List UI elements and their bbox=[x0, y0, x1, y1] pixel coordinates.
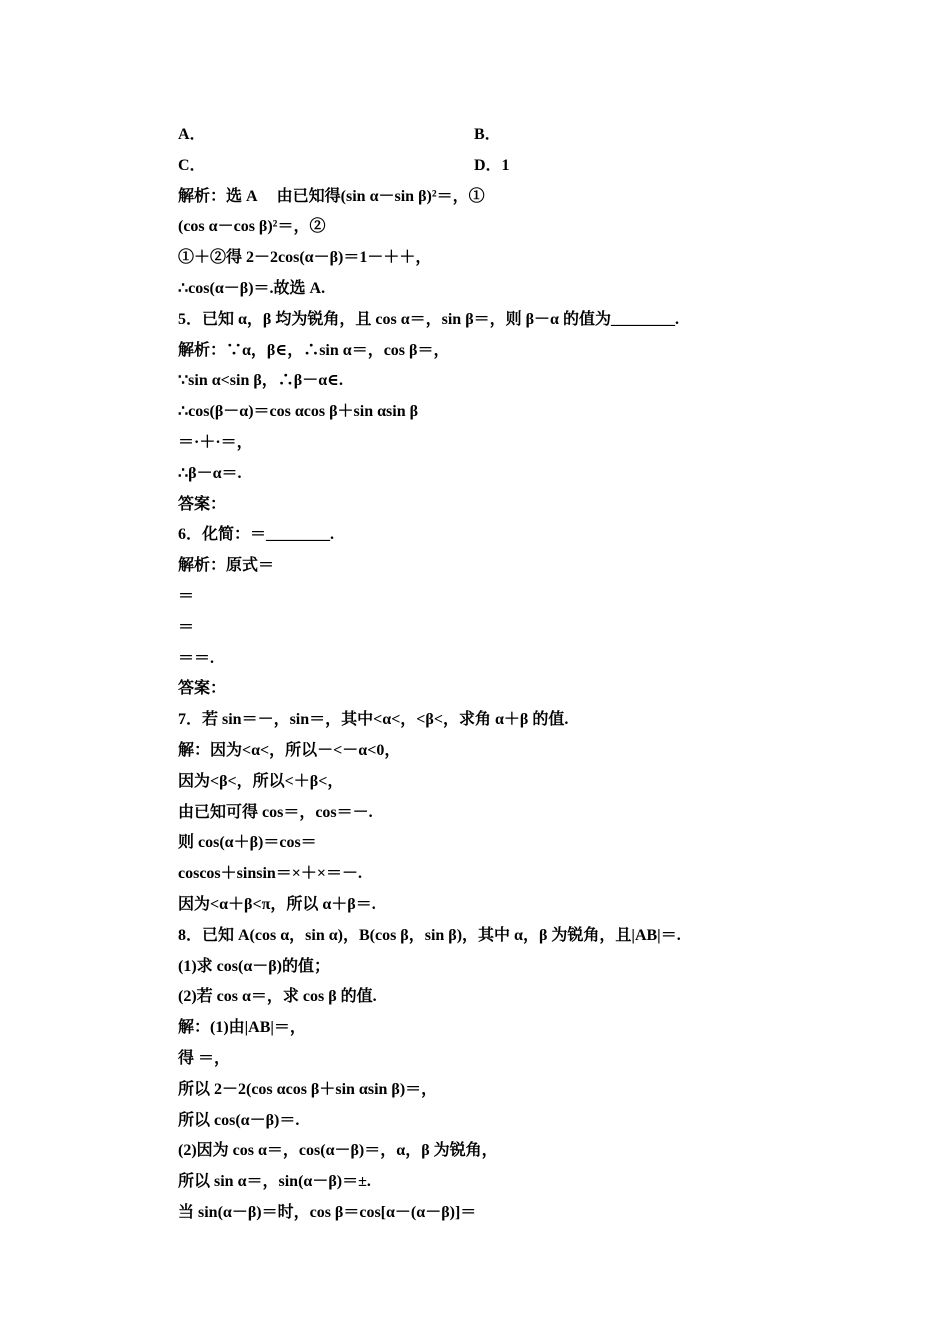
choice-c: C． bbox=[178, 156, 206, 174]
text-line: 所以 sin α＝，sin(α－β)＝±. bbox=[178, 1173, 371, 1191]
text-line: 解析：∵α，β∈，∴sin α＝，cos β＝， bbox=[178, 341, 450, 359]
text-line: 解析：原式＝ bbox=[178, 557, 275, 575]
text-line: 答案： bbox=[178, 680, 227, 698]
text-line: coscos＋sinsin＝×＋×＝－. bbox=[178, 865, 363, 883]
choice-d: D．1 bbox=[474, 156, 510, 174]
text-line: 答案： bbox=[178, 495, 227, 513]
text-line: 6．化简：＝________. bbox=[178, 526, 335, 544]
choice-row bbox=[178, 120, 818, 151]
document-page bbox=[178, 120, 818, 1229]
text-line: ＝·＋·＝， bbox=[178, 433, 253, 451]
text-line: 7．若 sin＝－，sin＝，其中<α<，<β<，求角 α＋β 的值. bbox=[178, 711, 569, 729]
text-line: 8．已知 A(cos α，sin α)，B(cos β，sin β)，其中 α，β 为锐角，且|AB|＝. bbox=[178, 926, 681, 944]
choice-row bbox=[178, 151, 818, 182]
text-line: 解：(1)由|AB|＝， bbox=[178, 1019, 306, 1037]
text-line: 解析：选 A 由已知得(sin α－sin β)²＝，① bbox=[178, 187, 485, 205]
text-line: 因为<α＋β<π，所以 α＋β＝. bbox=[178, 895, 376, 913]
choice-a: A． bbox=[178, 126, 206, 143]
text-line: 5．已知 α，β 均为锐角，且 cos α＝，sin β＝，则 β－α 的值为________. bbox=[178, 310, 679, 328]
text-line: ①＋②得 2－2cos(α－β)＝1－＋＋， bbox=[178, 249, 432, 267]
text-line: 当 sin(α－β)＝时，cos β＝cos[α－(α－β)]＝ bbox=[178, 1203, 477, 1221]
text-line: (1)求 cos(α－β)的值； bbox=[178, 957, 331, 975]
text-line: 得 ＝， bbox=[178, 1049, 231, 1067]
text-line: ∴cos(β－α)＝cos αcos β＋sin αsin β bbox=[178, 403, 419, 421]
text-line: 由已知可得 cos＝，cos＝－. bbox=[178, 803, 373, 821]
text-line: ∵sin α<sin β，∴β－α∈. bbox=[178, 372, 344, 390]
text-line: (2)若 cos α＝，求 cos β 的值. bbox=[178, 988, 377, 1006]
text-line: ∴cos(α－β)＝.故选 A. bbox=[178, 279, 326, 297]
text-line: ∴β－α＝. bbox=[178, 464, 242, 482]
text-line: 因为<β<，所以<＋β<， bbox=[178, 772, 344, 790]
text-lines bbox=[178, 182, 818, 1229]
text-line: 则 cos(α＋β)＝cos＝ bbox=[178, 834, 317, 852]
text-line: ＝ bbox=[178, 618, 195, 636]
text-line: ＝＝. bbox=[178, 649, 215, 667]
text-line: 所以 2－2(cos αcos β＋sin αsin β)＝， bbox=[178, 1080, 438, 1098]
text-line: (cos α－cos β)²＝，② bbox=[178, 218, 326, 236]
choice-b: B． bbox=[474, 126, 501, 143]
text-line: 解：因为<α<，所以－<－α<0， bbox=[178, 741, 401, 759]
text-line: ＝ bbox=[178, 587, 195, 605]
text-line: 所以 cos(α－β)＝. bbox=[178, 1111, 300, 1129]
text-line: (2)因为 cos α＝，cos(α－β)＝，α，β 为锐角， bbox=[178, 1142, 498, 1160]
